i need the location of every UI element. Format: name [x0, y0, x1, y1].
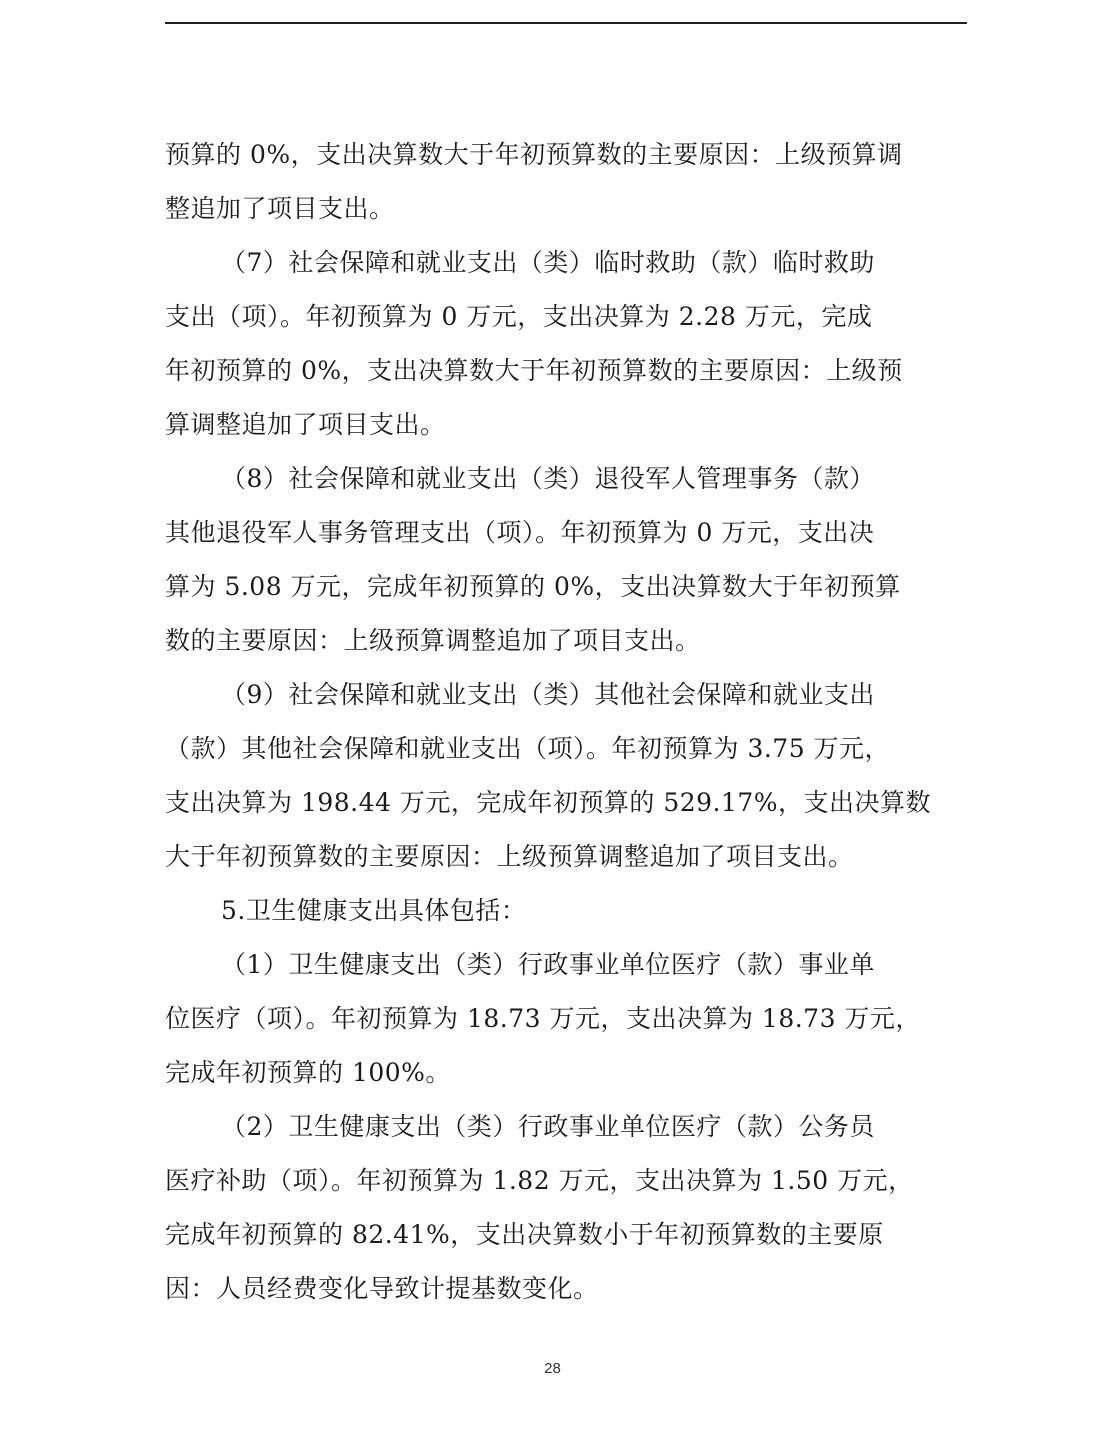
text-line: （款）其他社会保障和就业支出（项）。年初预算为 3.75 万元， [165, 734, 891, 763]
text-line: 算调整追加了项目支出。 [165, 410, 446, 439]
text-line: 年初预算的 0%，支出决算数大于年初预算数的主要原因：上级预 [165, 356, 903, 385]
page-number: 28 [544, 1360, 561, 1377]
text-line: 整追加了项目支出。 [165, 194, 395, 223]
text-line: 支出决算为 198.44 万元，完成年初预算的 529.17%，支出决算数 [165, 788, 932, 817]
text-line: 完成年初预算的 82.41%，支出决算数小于年初预算数的主要原 [165, 1220, 884, 1249]
header-rule [165, 22, 967, 24]
text-line: 因：人员经费变化导致计提基数变化。 [165, 1274, 599, 1303]
text-line: 医疗补助（项）。年初预算为 1.82 万元，支出决算为 1.50 万元， [165, 1166, 914, 1195]
paragraph-start: （1）卫生健康支出（类）行政事业单位医疗（款）事业单 [221, 950, 875, 979]
text-line: 其他退役军人事务管理支出（项）。年初预算为 0 万元，支出决 [165, 518, 875, 547]
paragraph-start: （2）卫生健康支出（类）行政事业单位医疗（款）公务员 [221, 1112, 875, 1141]
text-line: 位医疗（项）。年初预算为 18.73 万元，支出决算为 18.73 万元， [165, 1004, 921, 1033]
text-line: 数的主要原因：上级预算调整追加了项目支出。 [165, 626, 701, 655]
section-heading: 5.卫生健康支出具体包括： [221, 896, 527, 925]
text-line: 大于年初预算数的主要原因：上级预算调整追加了项目支出。 [165, 842, 854, 871]
body-text [165, 128, 967, 1316]
paragraph-start: （8）社会保障和就业支出（类）退役军人管理事务（款） [221, 464, 875, 493]
text-line: 算为 5.08 万元，完成年初预算的 0%，支出决算数大于年初预算 [165, 572, 901, 601]
text-line: 预算的 0%，支出决算数大于年初预算数的主要原因：上级预算调 [165, 140, 903, 169]
paragraph-start: （9）社会保障和就业支出（类）其他社会保障和就业支出 [221, 680, 875, 709]
text-line: 支出（项）。年初预算为 0 万元，支出决算为 2.28 万元，完成 [165, 302, 873, 331]
text-line: 完成年初预算的 100%。 [165, 1058, 451, 1087]
paragraph-start: （7）社会保障和就业支出（类）临时救助（款）临时救助 [221, 248, 875, 277]
